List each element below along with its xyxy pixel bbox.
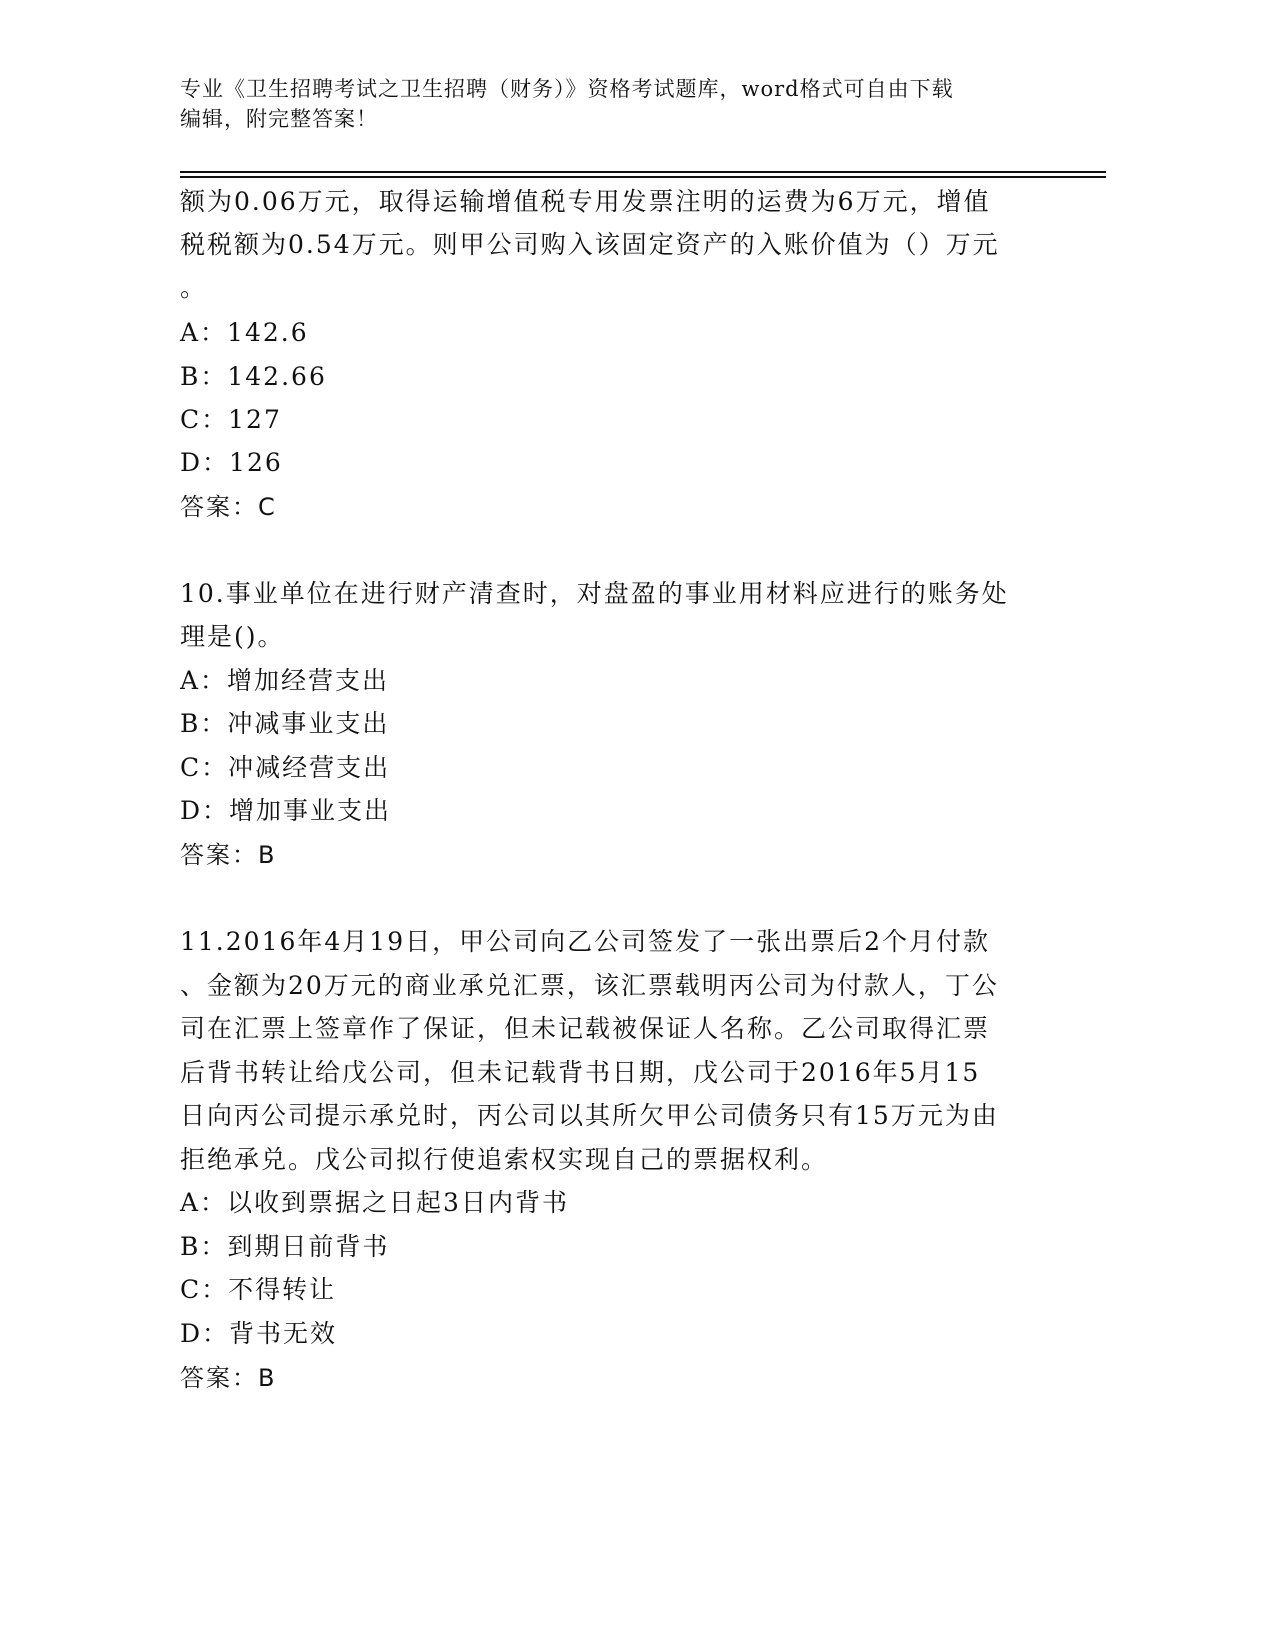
answer: 答案：B bbox=[180, 841, 277, 869]
option-a: A：增加经营支出 bbox=[180, 666, 390, 695]
question-stem: 额为0.06万元，取得运输增值税专用发票注明的运费为6万元，增值 bbox=[180, 187, 991, 216]
question-stem: 日向丙公司提示承兑时，丙公司以其所欠甲公司债务只有15万元为由 bbox=[180, 1101, 999, 1130]
question-stem: 后背书转让给戊公司，但未记载背书日期，戊公司于2016年5月15 bbox=[180, 1058, 981, 1087]
option-c: C：127 bbox=[180, 405, 282, 434]
option-a: A：以收到票据之日起3日内背书 bbox=[180, 1188, 569, 1217]
header-divider bbox=[180, 176, 1106, 178]
question-stem: 拒绝承兑。戊公司拟行使追索权实现自己的票据权利。 bbox=[180, 1145, 829, 1174]
question-stem: 税税额为0.54万元。则甲公司购入该固定资产的入账价值为（）万元 bbox=[180, 230, 1000, 259]
question-stem: 10.事业单位在进行财产清查时，对盘盈的事业用材料应进行的账务处 bbox=[180, 579, 1009, 608]
option-d: D：增加事业支出 bbox=[180, 796, 392, 825]
header-divider bbox=[180, 171, 1106, 173]
option-d: D：背书无效 bbox=[180, 1319, 338, 1348]
option-a: A：142.6 bbox=[180, 318, 309, 347]
answer: 答案：B bbox=[180, 1364, 277, 1392]
question-stem: 11.2016年4月19日，甲公司向乙公司签发了一张出票后2个月付款 bbox=[180, 927, 991, 956]
question-stem: 。 bbox=[180, 273, 208, 302]
question-stem: 、金额为20万元的商业承兑汇票，该汇票载明丙公司为付款人，丁公 bbox=[180, 971, 999, 1000]
answer: 答案：C bbox=[180, 493, 277, 521]
header-line: 专业《卫生招聘考试之卫生招聘（财务）》资格考试题库，word格式可自由下载 bbox=[180, 77, 954, 101]
option-b: B：冲减事业支出 bbox=[180, 709, 390, 738]
question-stem: 司在汇票上签章作了保证，但未记载被保证人名称。乙公司取得汇票 bbox=[180, 1014, 991, 1043]
question-stem: 理是()。 bbox=[180, 622, 285, 651]
header-line: 编辑，附完整答案！ bbox=[180, 107, 378, 131]
option-b: B：142.66 bbox=[180, 362, 327, 391]
option-c: C：冲减经营支出 bbox=[180, 753, 391, 782]
option-c: C：不得转让 bbox=[180, 1275, 337, 1304]
option-b: B：到期日前背书 bbox=[180, 1232, 390, 1261]
option-d: D：126 bbox=[180, 448, 283, 477]
